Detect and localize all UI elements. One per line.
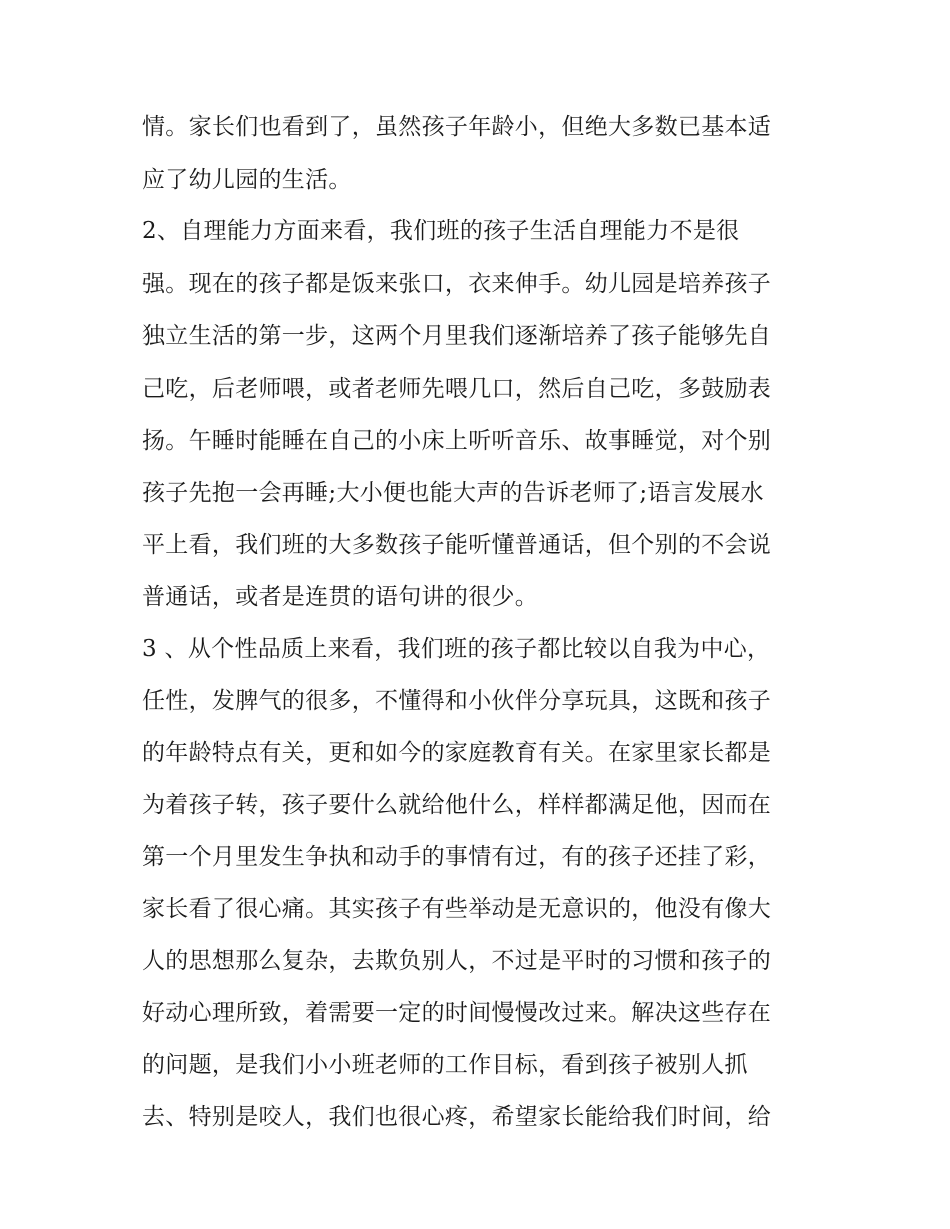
text-line: 孩子先抱一会再睡;大小便也能大声的告诉老师了;语言发展水: [142, 480, 764, 506]
text-line: 己吃，后老师喂，或者老师先喂几口，然后自己吃，多鼓励表: [142, 376, 772, 402]
text-line: 第一个月里发生争执和动手的事情有过，有的孩子还挂了彩，: [142, 844, 772, 870]
text-line: 扬。午睡时能睡在自己的小床上听听音乐、故事睡觉，对个别: [142, 428, 772, 454]
text-line: 应了幼儿园的生活。: [142, 167, 352, 193]
text-line: 平上看，我们班的大多数孩子能听懂普通话，但个别的不会说: [142, 532, 772, 558]
text-line: 3 、从个性品质上来看，我们班的孩子都比较以自我为中心，: [142, 636, 771, 662]
text-line: 去、特别是咬人，我们也很心疼，希望家长能给我们时间，给: [142, 1104, 772, 1130]
text-line: 情。家长们也看到了，虽然孩子年龄小，但绝大多数已基本适: [142, 114, 772, 140]
text-line: 强。现在的孩子都是饭来张口，衣来伸手。幼儿园是培养孩子: [142, 271, 772, 297]
text-line: 2、自理能力方面来看，我们班的孩子生活自理能力不是很: [142, 218, 740, 244]
text-line: 普通话，或者是连贯的语句讲的很少。: [142, 584, 539, 610]
text-line: 的年龄特点有关，更和如今的家庭教育有关。在家里家长都是: [142, 740, 772, 766]
text-line: 好动心理所致，着需要一定的时间慢慢改过来。解决这些存在: [142, 1000, 772, 1026]
text-line: 人的思想那么复杂，去欺负别人，不过是平时的习惯和孩子的: [142, 948, 772, 974]
text-line: 家长看了很心痛。其实孩子有些举动是无意识的，他没有像大: [142, 896, 772, 922]
text-line: 任性，发脾气的很多，不懂得和小伙伴分享玩具，这既和孩子: [142, 688, 772, 714]
text-line: 的问题，是我们小小班老师的工作目标，看到孩子被别人抓: [142, 1052, 748, 1078]
text-line: 为着孩子转，孩子要什么就给他什么，样样都满足他，因而在: [142, 792, 772, 818]
text-line: 独立生活的第一步，这两个月里我们逐渐培养了孩子能够先自: [142, 323, 772, 349]
